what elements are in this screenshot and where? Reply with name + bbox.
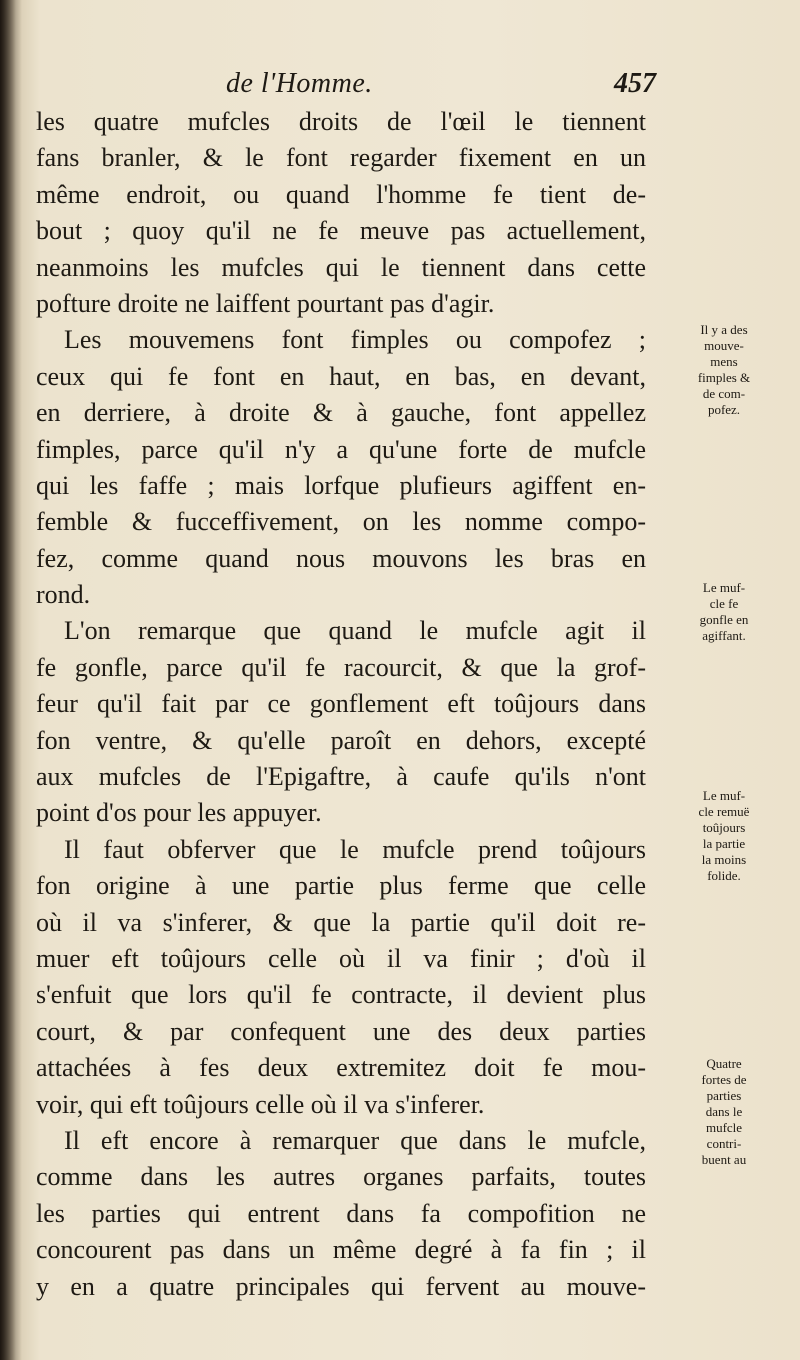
margin-note-gonflement xyxy=(664,580,784,644)
text-line: rond. xyxy=(36,580,91,610)
margin-note-line: fortes de xyxy=(701,1072,747,1087)
margin-note-partie-solide xyxy=(664,788,784,884)
text-line: feur qu'il fait par ce gonflement eft toûjours dans xyxy=(36,689,646,719)
text-line: pofture droite ne laiffent pourtant pas d'agir. xyxy=(36,288,495,318)
margin-note-line: Quatre xyxy=(706,1056,742,1071)
margin-note-line: buent au xyxy=(701,1152,747,1167)
margin-note-line: mufcle xyxy=(705,1120,743,1135)
text-line: même endroit, ou quand l'homme fe tient de- xyxy=(36,179,646,209)
main-text xyxy=(36,104,646,1305)
margin-note-line: cle remuë xyxy=(698,804,750,819)
text-line: Il faut obferver que le mufcle prend toûjours xyxy=(64,834,646,864)
running-title: de l'Homme. xyxy=(226,68,373,99)
text-line: y en a quatre principales qui fervent au mouve- xyxy=(36,1271,646,1301)
margin-note-line: dans le xyxy=(705,1104,743,1119)
margin-note-line: de com- xyxy=(702,386,746,401)
margin-note-line: la moins xyxy=(701,852,747,867)
text-line: neanmoins les mufcles qui le tiennent dans cette xyxy=(36,252,646,282)
margin-note-quatre-sortes xyxy=(664,1056,784,1168)
page-header xyxy=(36,62,656,102)
margin-note-line: la partie xyxy=(702,836,746,851)
margin-note-line: toûjours xyxy=(702,820,746,835)
text-line: aux mufcles de l'Epigaftre, à caufe qu'ils n'ont xyxy=(36,762,646,792)
text-line: qui les faffe ; mais lorfque plufieurs agiffent en- xyxy=(36,470,646,500)
text-line: Les mouvemens font fimples ou compofez ; xyxy=(64,325,646,355)
margin-note-line: mouve- xyxy=(704,338,744,353)
text-line: point d'os pour les appuyer. xyxy=(36,798,322,828)
margin-note-line: cle fe xyxy=(709,596,739,611)
binding-gutter xyxy=(0,0,22,1360)
text-line: court, & par confequent une des deux parties xyxy=(36,1016,646,1046)
text-line: fon origine à une partie plus ferme que celle xyxy=(36,871,646,901)
margin-note-line: Le muf- xyxy=(702,580,746,595)
text-line: fimples, parce qu'il n'y a qu'une forte de mufcle xyxy=(36,434,646,464)
margin-note-line: pofez. xyxy=(707,402,741,417)
text-line: voir, qui eft toûjours celle où il va s'inferer. xyxy=(36,1089,485,1119)
text-line: ceux qui fe font en haut, en bas, en devant, xyxy=(36,361,646,391)
text-line: fans branler, & le font regarder fixement en un xyxy=(36,143,646,173)
margin-note-line: Le muf- xyxy=(702,788,746,803)
margin-note-line: folide. xyxy=(707,868,741,883)
text-line: fez, comme quand nous mouvons les bras en xyxy=(36,543,646,573)
text-line: en derriere, à droite & à gauche, font appellez xyxy=(36,398,646,428)
text-line: L'on remarque que quand le mufcle agit il xyxy=(64,616,646,646)
text-line: s'enfuit que lors qu'il fe contracte, il devient plus xyxy=(36,980,646,1010)
margin-note-mouvemens xyxy=(664,322,784,418)
page-number: 457 xyxy=(614,68,656,99)
margin-note-line: parties xyxy=(706,1088,742,1103)
text-line: concourent pas dans un même degré à fa fin ; il xyxy=(36,1235,646,1265)
margin-note-line: mens xyxy=(710,354,738,369)
margin-note-line: agiffant. xyxy=(702,628,746,643)
text-line: bout ; quoy qu'il ne fe meuve pas actuellement, xyxy=(36,216,646,246)
text-line: femble & fucceffivement, on les nomme compo- xyxy=(36,507,646,537)
margin-note-line: gonfle en xyxy=(699,612,749,627)
margin-note-line: Il y a des xyxy=(700,322,748,337)
margin-note-line: fimples & xyxy=(697,370,751,385)
text-line: Il eft encore à remarquer que dans le mufcle, xyxy=(64,1125,646,1155)
margin-note-line: contri- xyxy=(706,1136,742,1151)
text-line: les parties qui entrent dans fa compofition ne xyxy=(36,1198,646,1228)
text-line: comme dans les autres organes parfaits, toutes xyxy=(36,1162,646,1192)
text-line: attachées à fes deux extremitez doit fe mou- xyxy=(36,1053,646,1083)
text-line: muer eft toûjours celle où il va finir ; d'où il xyxy=(36,943,646,973)
text-line: les quatre mufcles droits de l'œil le tiennent xyxy=(36,107,646,136)
text-line: fon ventre, & qu'elle paroît en dehors, excepté xyxy=(36,725,646,755)
text-line: où il va s'inferer, & que la partie qu'il doit re- xyxy=(36,907,646,937)
text-line: fe gonfle, parce qu'il fe racourcit, & que la grof- xyxy=(36,652,646,682)
